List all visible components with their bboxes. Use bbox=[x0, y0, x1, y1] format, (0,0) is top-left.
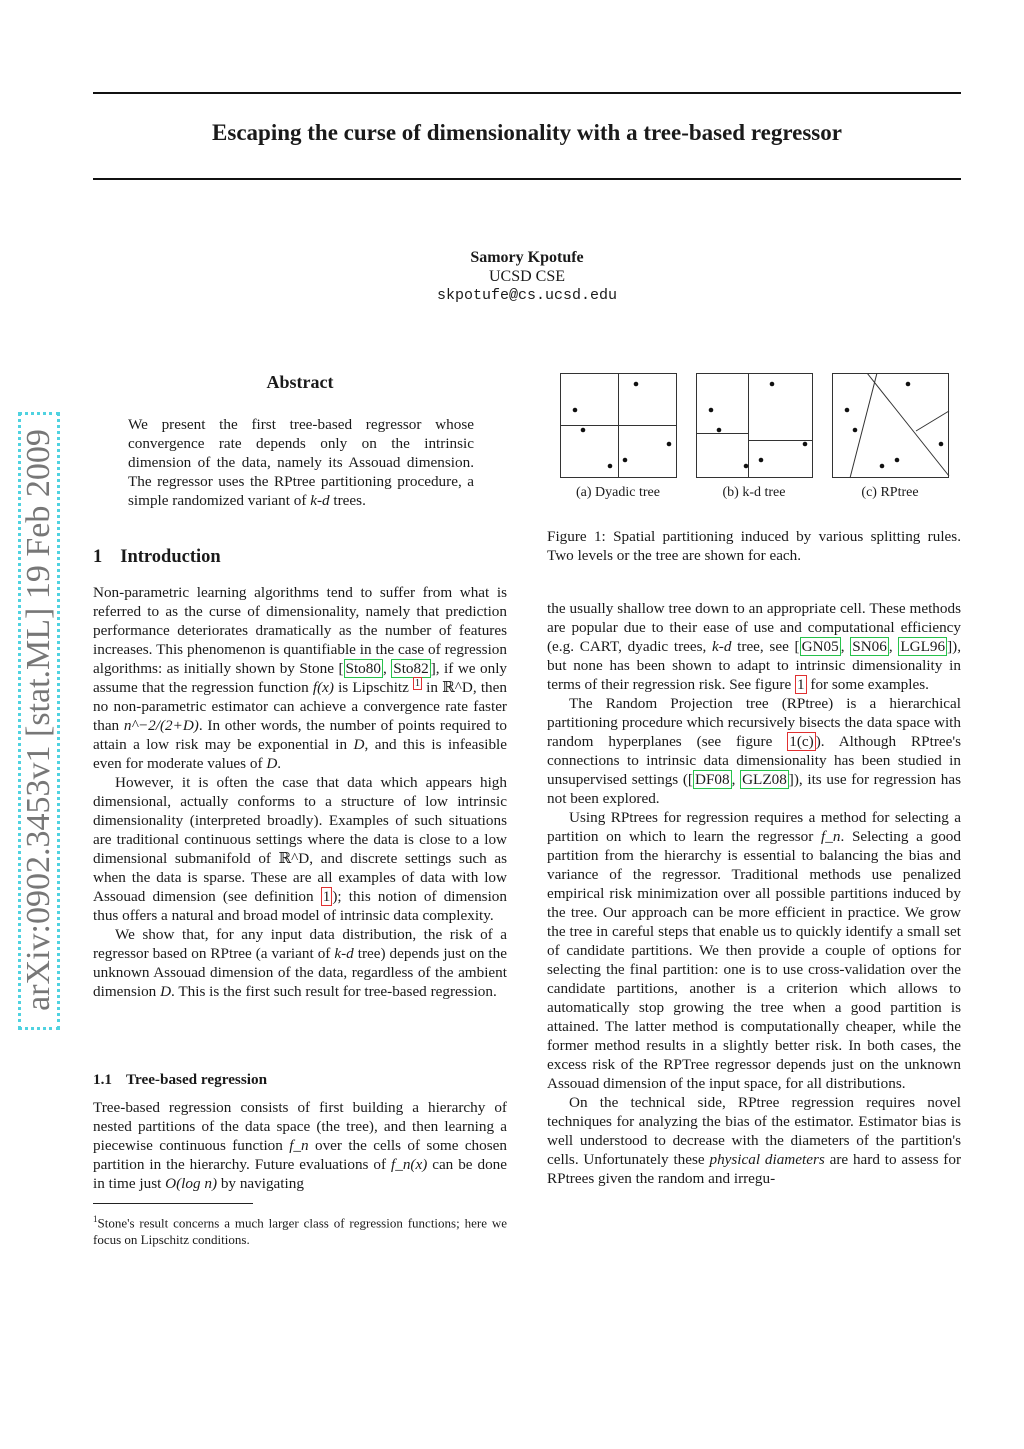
data-point bbox=[845, 408, 850, 413]
text-run: ], if we only assume that the regression function bbox=[93, 660, 508, 696]
math-d: D bbox=[266, 755, 278, 772]
data-point bbox=[634, 382, 639, 387]
math-kd: k-d bbox=[334, 945, 354, 962]
citation-sto82[interactable]: Sto82 bbox=[393, 660, 429, 677]
right-column-body bbox=[547, 599, 961, 1188]
text-run: over the cells of some chosen partition in the hierarchy. Future evaluations of bbox=[93, 1137, 507, 1173]
author-name: Samory Kpotufe bbox=[470, 249, 584, 266]
text-run: , and this is infeasible even for moderate values of bbox=[93, 736, 508, 772]
emphasis-physical-diameters: physical diameters bbox=[709, 1151, 825, 1168]
text-run: . In other words, the number of points required to attain a low risk may be exponential in bbox=[93, 717, 508, 753]
abstract-text-b: trees. bbox=[329, 492, 366, 509]
subsection-heading bbox=[93, 1071, 267, 1089]
text-run: by navigating bbox=[217, 1175, 304, 1192]
data-point bbox=[717, 428, 722, 433]
author-affiliation: UCSD CSE bbox=[488, 268, 566, 285]
text-run: can be done in time just bbox=[93, 1156, 508, 1192]
text-run: tree) depends just on the unknown Assouad dimension of the data, regardless of the ambient dimension bbox=[93, 945, 507, 1000]
text-run: Non-parametric learning algorithms tend to suffer from what is referred to as the curse of dimensionality, namely that prediction performance deteriorates dramatically as the number of features increases. This phenomenon is quantifiable in the case of regression algorithms: as initially shown by Stone [ bbox=[93, 584, 507, 677]
figure-panel-rptree bbox=[832, 373, 948, 477]
abstract-kd: k-d bbox=[310, 492, 330, 509]
text-run: However, it is often the case that data which appears high dimensional, actually conforms to a structure of low intrinsic dimensionality (interpreted broadly). Examples of such situations are traditional continuous settings where the data is close to a low dimensional submanifold of bbox=[93, 774, 507, 867]
math-rate: n^−2/(2+D) bbox=[123, 717, 199, 734]
data-point bbox=[581, 428, 586, 433]
math-d: D bbox=[160, 983, 172, 1000]
subcaption-kd: (b) k-d tree bbox=[722, 485, 786, 500]
figure-panel-kd bbox=[696, 373, 812, 477]
data-point bbox=[744, 464, 749, 469]
text-run: for some examples. bbox=[806, 676, 929, 693]
section-heading-introduction bbox=[93, 547, 221, 568]
data-point bbox=[803, 442, 808, 447]
text-run: On the technical side, RPtree regression requires novel techniques for analyzing the bias of the estimator. Estimator bias is well understood to decrease with the diameters of the partition's cells. Unfortunately these bbox=[547, 1094, 961, 1168]
right-paragraph-4 bbox=[547, 1093, 961, 1188]
text-run: . Selecting a good partition from the hierarchy is essential to balancing the bias and variance of the regressor. Traditional methods use penalized empirical risk minimization over all possible partitions induced by the tree. Our approach can be more efficient in practice. We grow the tree in careful steps that enable us to quickly identify a small set of candidate partitions. We then provide a couple of options for selecting the final partition: one is to use cross-validation over the candidate partitions, another is a criterion which allows to automatically stop growing the tree when a good partition is attained. The latter method is computationally cheaper, while the former method results in a slightly better risk. In both cases, the excess risk of the RPTree regressor depends just on the unknown Assouad dimension of the input space, for all distributions. bbox=[547, 828, 961, 1092]
data-point bbox=[667, 442, 672, 447]
citation-lgl96[interactable]: LGL96 bbox=[900, 638, 946, 655]
citation-sto80[interactable]: Sto80 bbox=[345, 660, 381, 677]
data-point bbox=[623, 458, 628, 463]
arxiv-stamp[interactable]: arXiv:0902.3453v1 [stat.ML] 19 Feb 2009 bbox=[20, 429, 57, 1011]
intro-paragraph-2 bbox=[93, 773, 507, 925]
footnote bbox=[93, 1211, 507, 1248]
split-line bbox=[850, 373, 877, 478]
panel-border bbox=[833, 374, 949, 478]
intro-paragraph-1: Non-parametric learning algorithms tend to suffer from what is referred to as the curse of dimensionality, namely that prediction performance deteriorates dramatically as the number of features increases. This phenomenon is quantifiable in the case of regression algorithms: as initially shown by Stone [ Sto80 , Sto82 ], if we only assume that the regression function f(x) is Lipschitz $^1$ in ℝ^D, then no non-parametric estimator can achieve a convergence rate faster than n^−2/(2+D). In other words, the number of points required to attain a low risk may be exponential in D, and this is infeasible even for moderate values of D. bbox=[93, 584, 508, 772]
math-d: D bbox=[353, 736, 365, 753]
math-kd: k-d bbox=[712, 638, 732, 655]
subsection-number: 1.1 bbox=[93, 1071, 112, 1088]
right-paragraph-3 bbox=[547, 808, 961, 1093]
footnote-mark: 1 bbox=[93, 1214, 98, 1224]
abstract-heading: Abstract bbox=[266, 372, 334, 392]
citation-gn05[interactable]: GN05 bbox=[801, 638, 839, 655]
math-fx: f(x) bbox=[312, 679, 334, 696]
math-ologn: O(log n) bbox=[165, 1175, 218, 1192]
math-rd: ℝ^D bbox=[278, 850, 310, 867]
citation-sn06[interactable]: SN06 bbox=[852, 638, 887, 655]
split-line bbox=[916, 411, 949, 431]
section-title: Introduction bbox=[120, 547, 221, 567]
math-fn: f_n bbox=[289, 1137, 309, 1154]
footnote-text: Stone's result concerns a much larger class of regression functions; here we focus on Lipschitz conditions. bbox=[93, 1215, 507, 1248]
data-point bbox=[759, 458, 764, 463]
right-paragraph-2: The Random Projection tree (RPtree) is a hierarchical partitioning procedure which recursively bisects the data space with random hyperplanes (see figure 1(c) ). Although RPtree's connections to intrinsic data dimensionality has been studied in unsupervised settings ([ DF08 , GLZ08 ]), its use for regression has not been explored. bbox=[547, 695, 961, 807]
data-point bbox=[573, 408, 578, 413]
figure-caption: Figure 1: Spatial partitioning induced by various splitting rules. Two levels or the tree are shown for each. bbox=[547, 528, 961, 564]
paper-title: Escaping the curse of dimensionality with a tree-based regressor bbox=[212, 120, 842, 145]
data-point bbox=[608, 464, 613, 469]
split-line bbox=[867, 373, 949, 476]
rptree-diagram bbox=[832, 373, 950, 479]
kd-tree-diagram bbox=[696, 373, 814, 479]
text-run: ]), its use for regression has not been explored. bbox=[547, 771, 961, 807]
text-run: The Random Projection tree (RPtree) is a hierarchical partitioning procedure which recursively bisects the data space with random hyperplanes (see figure bbox=[547, 695, 961, 750]
text-run: are hard to assess for RPtrees given the random and irregu- bbox=[547, 1151, 962, 1187]
math-fnx: f_n(x) bbox=[391, 1156, 428, 1173]
title-rule-bottom bbox=[93, 178, 961, 180]
subcaption-dyadic: (a) Dyadic tree bbox=[576, 485, 660, 500]
abstract-text bbox=[128, 415, 474, 510]
data-point bbox=[709, 408, 714, 413]
text-run: tree, see [ bbox=[731, 638, 800, 655]
text-run: the usually shallow tree down to an appropriate cell. These methods are popular due to their ease of use and computational efficiency (e.g. CART, dyadic trees, bbox=[547, 600, 961, 655]
data-point bbox=[770, 382, 775, 387]
text-run: ]), but none has been shown to adapt to intrinsic dimensionality in terms of their regression risk. See figure bbox=[547, 638, 962, 693]
footnote-rule bbox=[93, 1203, 253, 1204]
subsection-body bbox=[93, 1098, 507, 1193]
subsection-paragraph bbox=[93, 1098, 507, 1193]
right-paragraph-1: the usually shallow tree down to an appropriate cell. These methods are popular due to their ease of use and computational efficiency (e.g. CART, dyadic trees, k-d tree, see [ GN05 , SN06 , LGL96 ]), but none has been shown to adapt to intrinsic dimensionality in terms of their regression risk. See figure 1 for some examples. bbox=[547, 600, 962, 693]
title-rule-top bbox=[93, 92, 961, 94]
abstract-text-a: We present the first tree-based regressor whose convergence rate depends only on the intrinsic dimension of the data, namely its Assouad dimension. The regressor uses the RPtree partitioning procedure, a simple randomized variant of bbox=[128, 416, 474, 509]
subsection-title: Tree-based regression bbox=[125, 1071, 268, 1088]
citation-df08[interactable]: DF08 bbox=[695, 771, 730, 788]
text-run: We show that, for any input data distribution, the risk of a regressor based on RPtree (a variant of bbox=[93, 926, 507, 962]
math-fn: f_n bbox=[821, 828, 841, 845]
subcaption-rptree: (c) RPtree bbox=[861, 485, 919, 500]
math-rd: ℝ^D bbox=[442, 679, 473, 696]
panel-border bbox=[697, 374, 813, 478]
data-point bbox=[906, 382, 911, 387]
intro-paragraph-3 bbox=[93, 925, 507, 1001]
text-run: in bbox=[422, 679, 443, 696]
text-run: , and discrete settings such as when the data is sparse. These are all examples of data with low Assouad dimension (see definition bbox=[93, 850, 507, 905]
text-run: . bbox=[277, 755, 282, 772]
figure-link-1c[interactable]: 1(c) bbox=[789, 733, 814, 750]
author-email[interactable]: skpotufe@cs.ucsd.edu bbox=[436, 287, 618, 304]
data-point bbox=[939, 442, 944, 447]
text-run: is Lipschitz bbox=[333, 679, 414, 696]
data-point bbox=[853, 428, 858, 433]
author-block bbox=[327, 248, 727, 305]
footnote-link[interactable]: 1 bbox=[415, 677, 421, 689]
citation-glz08[interactable]: GLZ08 bbox=[742, 771, 787, 788]
text-run: Tree-based regression consists of first building a hierarchy of nested partitions of the data space (the tree), and then learning a piecewise continuous function bbox=[93, 1099, 507, 1154]
definition-link[interactable]: 1 bbox=[322, 888, 331, 905]
data-point bbox=[880, 464, 885, 469]
text-run: ). Although RPtree's connections to intrinsic data dimensionality has been studied in unsupervised settings ([ bbox=[547, 733, 961, 788]
figure-panel-dyadic bbox=[560, 373, 676, 477]
figure-link[interactable]: 1 bbox=[797, 676, 805, 693]
section-number: 1 bbox=[93, 547, 103, 567]
text-run: . This is the first such result for tree-based regression. bbox=[171, 983, 497, 1000]
text-run: , then no non-parametric estimator can achieve a convergence rate faster than bbox=[93, 679, 507, 734]
text-run: Using RPtrees for regression requires a method for selecting a partition on which to learn the regressor bbox=[547, 809, 961, 845]
data-point bbox=[895, 458, 900, 463]
left-column-body bbox=[93, 583, 507, 1001]
text-run: ); this notion of dimension thus offers a natural and broad model of intrinsic data complexity. bbox=[93, 888, 507, 924]
dyadic-tree-diagram bbox=[560, 373, 678, 479]
